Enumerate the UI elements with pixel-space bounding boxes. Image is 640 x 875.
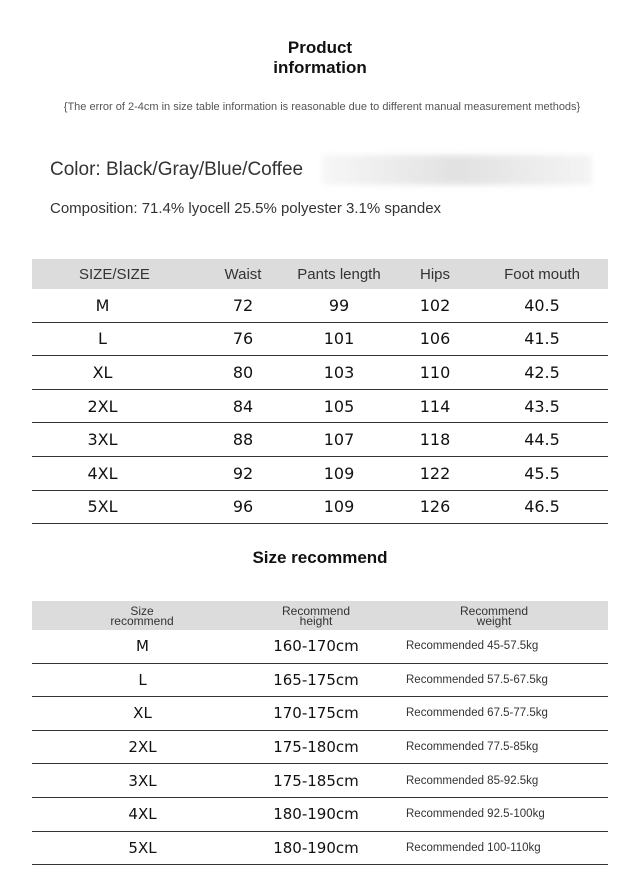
cell-pants-length: 101: [284, 322, 394, 356]
cell-size: 4XL: [32, 797, 252, 831]
color-info: Color: Black/Gray/Blue/Coffee: [50, 159, 304, 180]
cell-hips: 118: [394, 423, 476, 457]
table-row: [32, 797, 608, 831]
cell-height: 180-190cm: [252, 797, 380, 831]
cell-weight: Recommended 45-57.5kg: [380, 630, 608, 663]
cell-waist: 80: [202, 356, 284, 390]
cell-waist: 96: [202, 490, 284, 524]
cell-foot-mouth: 40.5: [476, 289, 608, 322]
cell-foot-mouth: 41.5: [476, 322, 608, 356]
cell-height: 175-185cm: [252, 764, 380, 798]
table-row: [32, 831, 608, 865]
header-size-recommend-line2: recommend: [110, 613, 174, 628]
cell-height: 165-175cm: [252, 663, 380, 697]
cell-height: 170-175cm: [252, 697, 380, 731]
header-recommend-weight-line2: weight: [476, 613, 512, 628]
cell-hips: 102: [394, 289, 476, 322]
table-row: [32, 289, 608, 322]
cell-pants-length: 99: [284, 289, 394, 322]
cell-pants-length: 109: [284, 490, 394, 524]
table-row: [32, 423, 608, 457]
cell-pants-length: 109: [284, 456, 394, 490]
cell-weight: Recommended 92.5-100kg: [380, 797, 608, 831]
cell-hips: 122: [394, 456, 476, 490]
header-pants-length: Pants length: [284, 259, 394, 289]
cell-size: M: [32, 289, 202, 322]
cell-weight: Recommended 67.5-77.5kg: [380, 697, 608, 731]
cell-hips: 106: [394, 322, 476, 356]
cell-height: 160-170cm: [252, 630, 380, 663]
cell-waist: 72: [202, 289, 284, 322]
header-waist: Waist: [202, 259, 284, 289]
table-row: [32, 456, 608, 490]
cell-height: 175-180cm: [252, 730, 380, 764]
cell-size: XL: [32, 697, 252, 731]
cell-size: 4XL: [32, 456, 202, 490]
header-recommend-height-line2: height: [299, 613, 333, 628]
header-recommend-weight: [380, 601, 608, 630]
header-recommend-height-line1: Recommend: [281, 603, 351, 618]
composition-info: Composition: 71.4% lyocell 25.5% polyester 3.1% spandex: [50, 200, 442, 217]
table-row: [32, 356, 608, 390]
title-line-1: Product: [287, 38, 353, 57]
cell-foot-mouth: 43.5: [476, 389, 608, 423]
table-row: [32, 322, 608, 356]
header-size-recommend: [32, 601, 252, 630]
watermark-blur: [322, 155, 592, 185]
recommend-table: [32, 601, 608, 865]
cell-size: 3XL: [32, 423, 202, 457]
cell-weight: Recommended 77.5-85kg: [380, 730, 608, 764]
cell-size: M: [32, 630, 252, 663]
cell-waist: 88: [202, 423, 284, 457]
size-table-header: [32, 259, 608, 289]
measurement-note: {The error of 2-4cm in size table information is reasonable due to different manual measurement methods}: [63, 101, 581, 113]
header-size: SIZE/SIZE: [32, 259, 202, 289]
header-recommend-height: [252, 601, 380, 630]
cell-size: XL: [32, 356, 202, 390]
cell-height: 180-190cm: [252, 831, 380, 865]
cell-foot-mouth: 42.5: [476, 356, 608, 390]
cell-size: 5XL: [32, 831, 252, 865]
header-foot-mouth: Foot mouth: [476, 259, 608, 289]
table-row: [32, 389, 608, 423]
cell-waist: 84: [202, 389, 284, 423]
cell-weight: Recommended 100-110kg: [380, 831, 608, 865]
cell-size: 2XL: [32, 730, 252, 764]
cell-foot-mouth: 46.5: [476, 490, 608, 524]
cell-size: 5XL: [32, 490, 202, 524]
cell-weight: Recommended 57.5-67.5kg: [380, 663, 608, 697]
cell-weight: Recommended 85-92.5kg: [380, 764, 608, 798]
cell-pants-length: 107: [284, 423, 394, 457]
cell-waist: 76: [202, 322, 284, 356]
table-row: [32, 490, 608, 524]
cell-size: L: [32, 322, 202, 356]
cell-hips: 126: [394, 490, 476, 524]
table-row: [32, 630, 608, 663]
table-row: [32, 730, 608, 764]
table-row: [32, 697, 608, 731]
size-recommend-title: Size recommend: [252, 548, 388, 567]
cell-hips: 110: [394, 356, 476, 390]
title-line-2: information: [273, 58, 367, 77]
cell-waist: 92: [202, 456, 284, 490]
cell-foot-mouth: 45.5: [476, 456, 608, 490]
table-row: [32, 764, 608, 798]
recommend-table-header: [32, 601, 608, 630]
cell-foot-mouth: 44.5: [476, 423, 608, 457]
cell-size: 3XL: [32, 764, 252, 798]
header-hips: Hips: [394, 259, 476, 289]
cell-hips: 114: [394, 389, 476, 423]
size-table: [32, 259, 608, 524]
header-size-recommend-line1: Size: [130, 603, 154, 618]
header-recommend-weight-line1: Recommend: [459, 603, 529, 618]
table-row: [32, 663, 608, 697]
cell-size: L: [32, 663, 252, 697]
page-title: [0, 38, 640, 78]
cell-pants-length: 105: [284, 389, 394, 423]
cell-size: 2XL: [32, 389, 202, 423]
cell-pants-length: 103: [284, 356, 394, 390]
